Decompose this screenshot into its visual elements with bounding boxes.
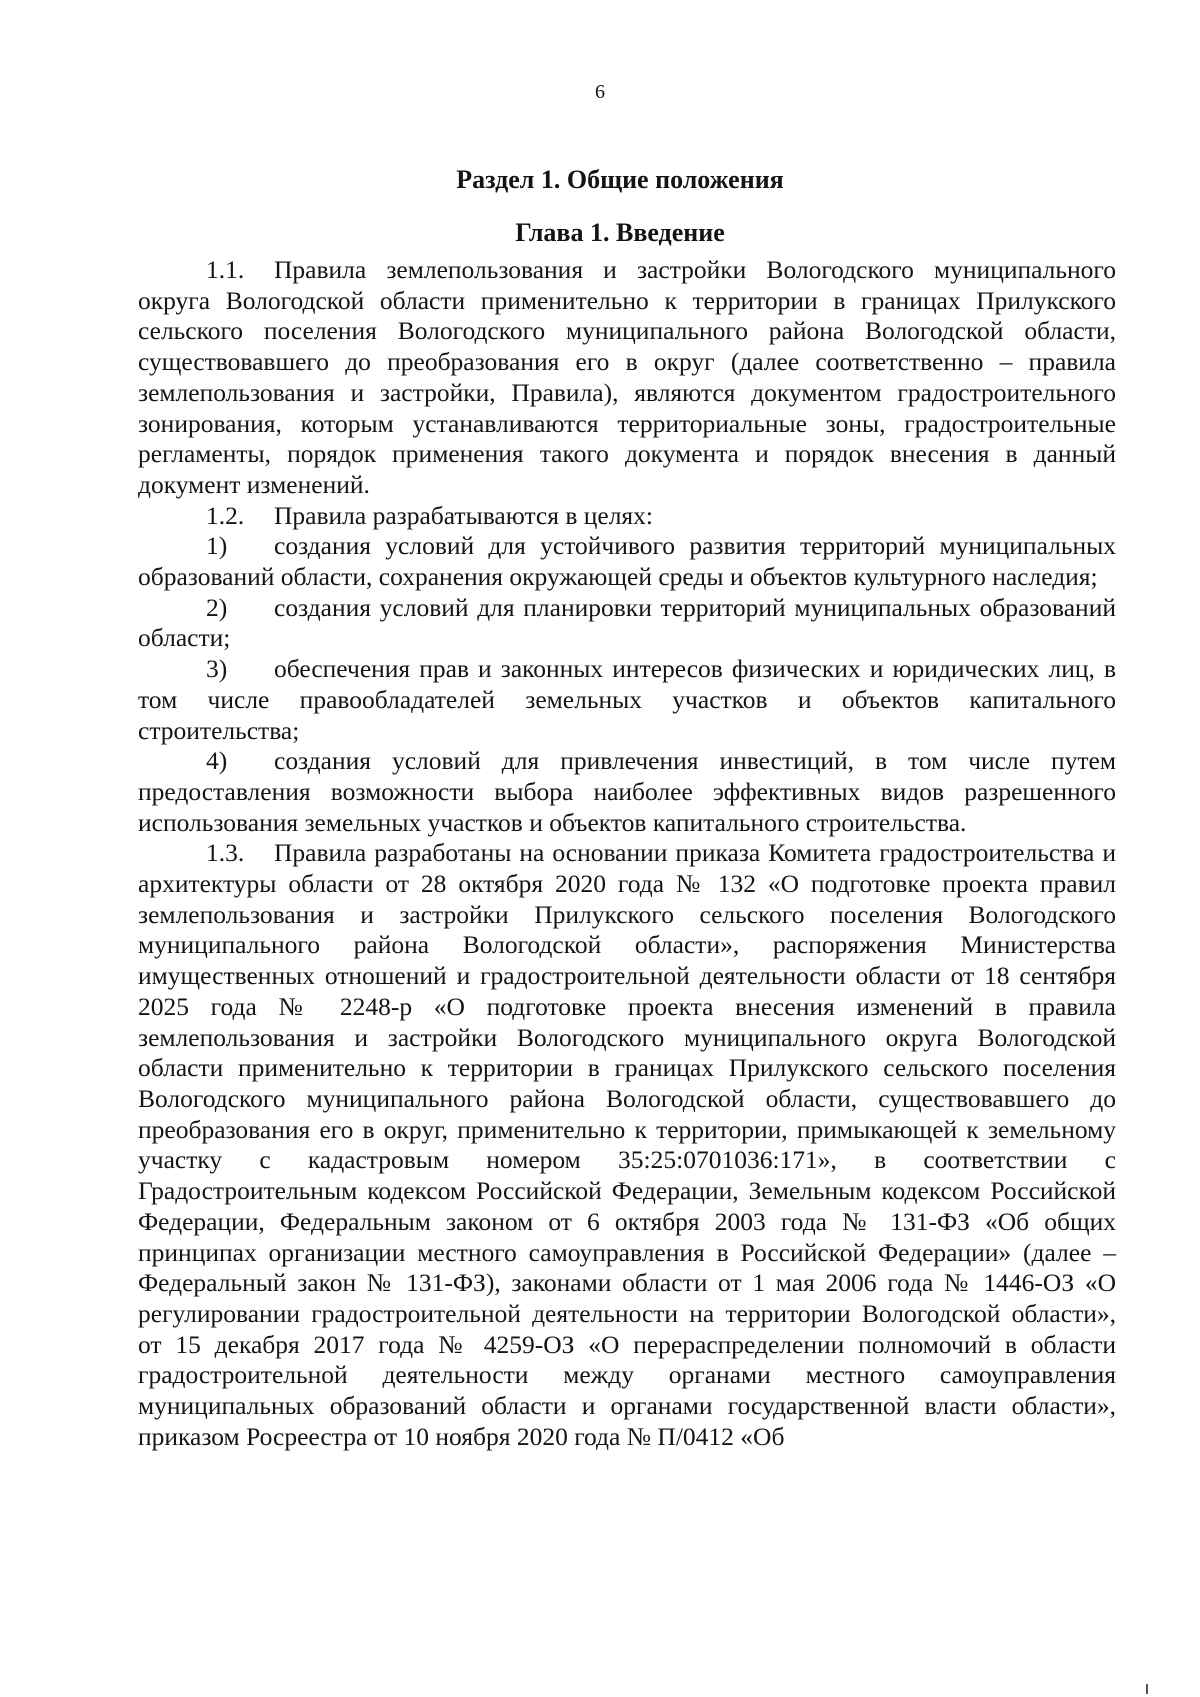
paragraph-1-1 <box>138 255 1116 501</box>
list-item-text: создания условий для устойчивого развития территорий муниципальных образований области, сохранения окружающей среды и объектов культурного наследия; <box>138 531 1116 592</box>
list-item-text: создания условий для привлечения инвестиций, в том числе путем предоставления возможности выбора наиболее эффективных видов разрешенного использования земельных участков и объектов капитального строительства. <box>138 746 1116 837</box>
page-number: 6 <box>595 81 605 103</box>
paragraph-text: Правила разработаны на основании приказа Комитета градостроительства и архитектуры области от 28 октября 2020 года № 132 «О подготовке проекта правил землепользования и застройки Прилукского сельского поселения Вологодского муниципального района Вологодской области», распоряжения Министерства имущественных отношений и градостроительной деятельности области от 18 сентября 2025 года № 2248-р «О подготовке проекта внесения изменений в правила землепользования и застройки Вологодского муниципального округа Вологодской области применительно к территории в границах Прилукского сельского поселения Вологодского муниципального района Вологодской области, существовавшего до преобразования его в округ, применительно к территории, примыкающей к земельному участку с кадастровым номером 35:25:0701036:171», в соответствии с Градостроительным кодексом Российской Федерации, Земельным кодексом Российской Федерации, Федеральным законом от 6 октября 2003 года № 131-ФЗ «Об общих принципах организации местного самоуправления в Российской Федерации» (далее – Федеральный закон № 131-ФЗ), законами области от 1 мая 2006 года № 1446-ОЗ «О регулировании градостроительной деятельности на территории Вологодской области», от 15 декабря 2017 года № 4259-ОЗ «О перераспределении полномочий в области градостроительной деятельности между органами местного самоуправления муниципальных образований области и органами государственной власти области», приказом Росреестра от 10 ноября 2020 года № П/0412 «Об <box>138 838 1116 1451</box>
scan-artifact-mark <box>1146 1684 1148 1694</box>
list-item-1 <box>138 531 1116 592</box>
list-item-text: создания условий для планировки территорий муниципальных образований области; <box>138 592 1116 653</box>
paragraph-number: 1.3. <box>206 838 245 868</box>
paragraph-text: Правила землепользования и застройки Вологодского муниципального округа Вологодской области применительно к территории в границах Прилукского сельского поселения Вологодского муниципального района Вологодской области, существовавшего до преобразования его в округ (далее соответственно – правила землепользования и застройки, Правила), являются документом градостроительного зонирования, которым устанавливаются территориальные зоны, градостроительные регламенты, порядок применения такого документа и порядок внесения в данный документ изменений. <box>138 255 1116 499</box>
list-item-number: 2) <box>206 592 228 622</box>
paragraph-number: 1.2. <box>206 500 245 530</box>
chapter-title: Глава 1. Введение <box>515 218 725 247</box>
paragraph-1-3 <box>138 838 1116 1452</box>
list-item-number: 3) <box>206 654 228 684</box>
paragraph-text: Правила разрабатываются в целях: <box>274 500 653 530</box>
list-item-4 <box>138 746 1116 838</box>
list-item-number: 1) <box>206 531 228 561</box>
list-item-2 <box>138 593 1116 654</box>
list-item-3 <box>138 654 1116 746</box>
document-body <box>138 255 1116 1452</box>
list-item-number: 4) <box>206 746 228 776</box>
paragraph-number: 1.1. <box>206 255 245 284</box>
paragraph-1-2 <box>138 501 1116 532</box>
section-title: Раздел 1. Общие положения <box>456 165 784 194</box>
list-item-text: обеспечения прав и законных интересов физических и юридических лиц, в том числе правообладателей земельных участков и объектов капитального строительства; <box>138 654 1116 745</box>
